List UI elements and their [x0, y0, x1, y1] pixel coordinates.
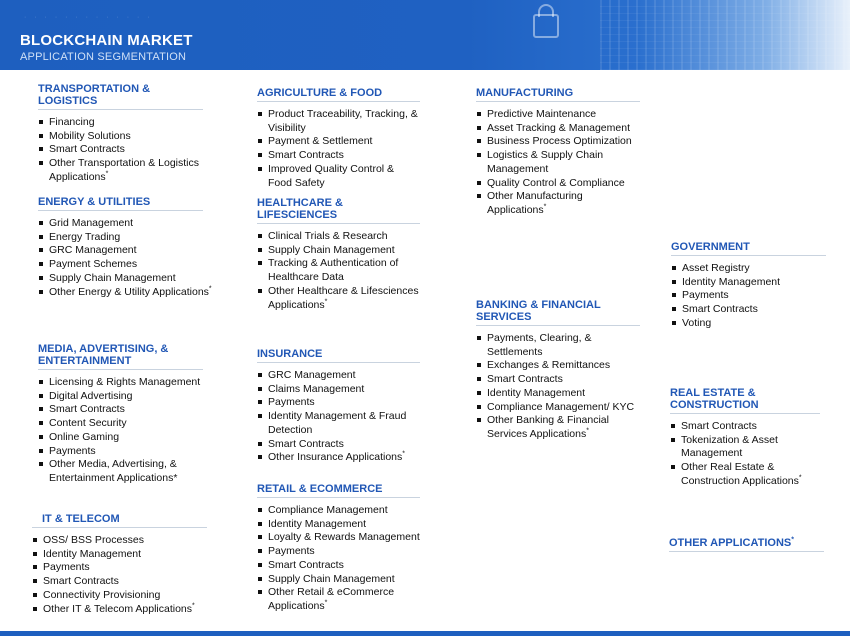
section-title: REAL ESTATE & CONSTRUCTION	[670, 387, 820, 414]
item-list	[257, 108, 420, 190]
list-item: Payments	[257, 545, 420, 559]
item-list	[476, 108, 640, 218]
section-title: GOVERNMENT	[671, 241, 826, 256]
item-list	[38, 376, 203, 486]
section-agriculture	[257, 87, 420, 190]
header-decoration: · · · · · · · · · · · · ·	[24, 14, 153, 21]
page-title: BLOCKCHAIN MARKET	[20, 32, 193, 49]
list-item: Other Insurance Applications*	[257, 451, 420, 465]
list-item: Energy Trading	[38, 231, 203, 245]
list-item: Asset Registry	[671, 262, 826, 276]
list-item: Other Energy & Utility Applications*	[38, 286, 203, 300]
list-item: Identity Management	[671, 276, 826, 290]
section-title: MANUFACTURING	[476, 87, 640, 102]
list-item: Mobility Solutions	[38, 130, 203, 144]
item-list	[257, 504, 420, 614]
list-item: GRC Management	[38, 244, 203, 258]
list-item: Grid Management	[38, 217, 203, 231]
list-item: Business Process Optimization	[476, 135, 640, 149]
list-item: Smart Contracts	[32, 575, 207, 589]
list-item: Other Retail & eCommerce Applications*	[257, 586, 420, 613]
list-item: GRC Management	[257, 369, 420, 383]
header-background-graphic	[600, 0, 850, 70]
list-item: Payments, Clearing, & Settlements	[476, 332, 640, 359]
section-title: BANKING & FINANCIAL SERVICES	[476, 299, 640, 326]
section-insurance	[257, 348, 420, 465]
list-item: Supply Chain Management	[257, 573, 420, 587]
section-banking	[476, 299, 640, 442]
list-item: Logistics & Supply Chain Management	[476, 149, 640, 176]
item-list	[38, 116, 203, 185]
list-item: Licensing & Rights Management	[38, 376, 203, 390]
list-item: Smart Contracts	[257, 149, 420, 163]
list-item: Tokenization & Asset Management	[670, 434, 820, 461]
list-item: Smart Contracts	[38, 403, 203, 417]
list-item: Tracking & Authentication of Healthcare Data	[257, 257, 420, 284]
list-item: Digital Advertising	[38, 390, 203, 404]
list-item: Payments	[257, 396, 420, 410]
list-item: Identity Management	[476, 387, 640, 401]
list-item: OSS/ BSS Processes	[32, 534, 207, 548]
item-list	[32, 534, 207, 616]
item-list	[476, 332, 640, 442]
list-item: Smart Contracts	[476, 373, 640, 387]
list-item: Loyalty & Rewards Management	[257, 531, 420, 545]
section-title: INSURANCE	[257, 348, 420, 363]
list-item: Smart Contracts	[670, 420, 820, 434]
list-item: Smart Contracts	[257, 559, 420, 573]
section-real-estate	[670, 387, 820, 489]
section-title: HEALTHCARE & LIFESCIENCES	[257, 197, 420, 224]
item-list	[38, 217, 212, 299]
list-item: Other IT & Telecom Applications*	[32, 603, 207, 617]
list-item: Smart Contracts	[257, 438, 420, 452]
section-retail	[257, 483, 420, 614]
list-item: Product Traceability, Tracking, & Visibility	[257, 108, 420, 135]
section-other-applications	[669, 537, 824, 558]
list-item: Payments	[671, 289, 826, 303]
list-item: Online Gaming	[38, 431, 203, 445]
section-title: AGRICULTURE & FOOD	[257, 87, 420, 102]
list-item: Smart Contracts	[671, 303, 826, 317]
list-item: Content Security	[38, 417, 203, 431]
section-title: RETAIL & ECOMMERCE	[257, 483, 420, 498]
list-item: Claims Management	[257, 383, 420, 397]
list-item: Voting	[671, 317, 826, 331]
section-media	[38, 343, 203, 486]
section-it-telecom	[32, 513, 207, 616]
section-title: TRANSPORTATION & LOGISTICS	[38, 83, 203, 110]
list-item: Smart Contracts	[38, 143, 203, 157]
list-item: Compliance Management	[257, 504, 420, 518]
list-item: Identity Management & Fraud Detection	[257, 410, 420, 437]
section-title: MEDIA, ADVERTISING, & ENTERTAINMENT	[38, 343, 203, 370]
section-government	[671, 241, 826, 331]
list-item: Other Media, Advertising, & Entertainment Applications*	[38, 458, 203, 485]
list-item: Other Banking & Financial Services Applications*	[476, 414, 640, 441]
header-banner	[0, 0, 850, 70]
list-item: Compliance Management/ KYC	[476, 401, 640, 415]
section-healthcare	[257, 197, 420, 312]
list-item: Supply Chain Management	[38, 272, 203, 286]
section-title: OTHER APPLICATIONS*	[669, 537, 824, 552]
list-item: Other Real Estate & Construction Applications*	[670, 461, 820, 488]
list-item: Other Healthcare & Lifesciences Applications*	[257, 285, 420, 312]
list-item: Improved Quality Control & Food Safety	[257, 163, 420, 190]
footer-bar	[0, 631, 850, 636]
list-item: Asset Tracking & Management	[476, 122, 640, 136]
padlock-icon	[533, 14, 559, 38]
list-item: Payment Schemes	[38, 258, 203, 272]
item-list	[257, 369, 420, 465]
list-item: Other Manufacturing Applications*	[476, 190, 640, 217]
section-energy	[38, 196, 212, 299]
section-transportation	[38, 83, 203, 185]
list-item: Other Transportation & Logistics Applications*	[38, 157, 203, 184]
list-item: Identity Management	[257, 518, 420, 532]
list-item: Exchanges & Remittances	[476, 359, 640, 373]
list-item: Identity Management	[32, 548, 207, 562]
page-subtitle: APPLICATION SEGMENTATION	[20, 51, 187, 63]
section-title: IT & TELECOM	[32, 513, 207, 528]
item-list	[670, 420, 820, 489]
section-title: ENERGY & UTILITIES	[38, 196, 203, 211]
list-item: Quality Control & Compliance	[476, 177, 640, 191]
item-list	[671, 262, 826, 331]
list-item: Financing	[38, 116, 203, 130]
list-item: Payments	[32, 561, 207, 575]
list-item: Payment & Settlement	[257, 135, 420, 149]
list-item: Supply Chain Management	[257, 244, 420, 258]
item-list	[257, 230, 420, 312]
list-item: Payments	[38, 445, 203, 459]
list-item: Clinical Trials & Research	[257, 230, 420, 244]
section-manufacturing	[476, 87, 640, 218]
list-item: Predictive Maintenance	[476, 108, 640, 122]
list-item: Connectivity Provisioning	[32, 589, 207, 603]
